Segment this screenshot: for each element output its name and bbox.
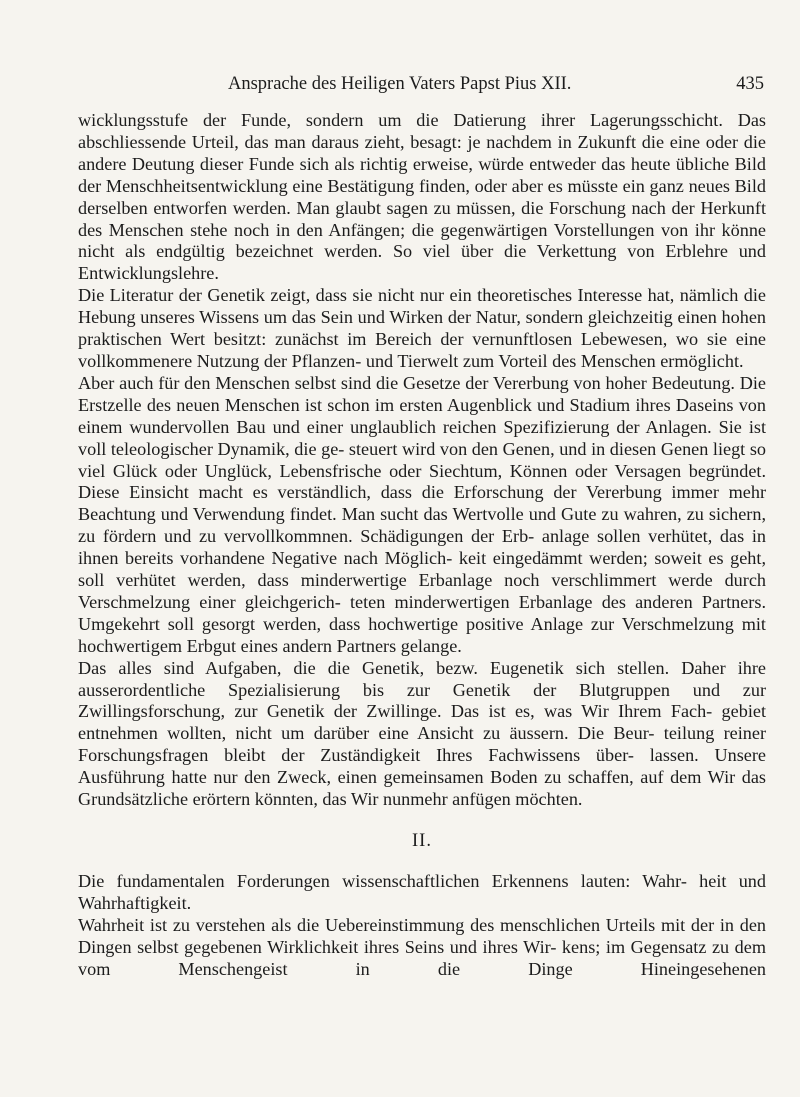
paragraph-4: Das alles sind Aufgaben, die die Genetik, bezw. Eugenetik sich stellen. Daher ihre ausserordentliche Spezialisierung bis zur Genetik der Blutgruppen und zur Zwillingsforschung, zur Genetik der Zwillinge. Das ist es, was Wir Ihrem Fach- gebiet entnehmen wollten, nicht um darüber eine Ansicht zu äussern. Die Beur- teilung reiner Forschungsfragen bleibt der Zuständigkeit Ihres Fachwissens über- lassen. Unsere Ausführung hatte nur den Zweck, einen gemeinsamen Boden zu schaffen, auf dem Wir das Grundsätzliche erörtern könnten, das Wir nunmehr anfügen möchten. — [78, 657, 766, 810]
page-number: 435 — [736, 74, 764, 94]
paragraph-3: Aber auch für den Menschen selbst sind die Gesetze der Vererbung von hoher Bedeutung. Die Erstzelle des neuen Menschen ist schon im ersten Augenblick und Stadium ihres Daseins von einem wundervollen Bau und einer unglaublich reichen Spezifizierung der Anlagen. Sie ist voll teleologischer Dynamik, die ge- steuert wird von den Genen, und in diesen Genen liegt so viel Glück oder Unglück, Lebensfrische oder Siechtum, Können oder Versagen begründet. Diese Einsicht macht es verständlich, dass die Erforschung der Vererbung immer mehr Beachtung und Verwendung findet. Man sucht das Wertvolle und Gute zu wahren, zu sichern, zu fördern und zu vervollkommnen. Schädigungen der Erb- anlage sollen verhütet, das in ihnen bereits vorhandene Negative nach Möglich- keit eingedämmt werden; soweit es geht, soll verhütet werden, dass minderwertige Erbanlage noch verschlimmert werde durch Verschmelzung einer gleichgerich- teten minderwertigen Erbanlage des anderen Partners. Umgekehrt soll gesorgt werden, dass hochwertige positive Anlage zur Verschmelzung mit hochwertigem Erbgut eines andern Partners gelange. — [78, 372, 766, 656]
section-heading: II. — [412, 831, 432, 851]
book-page — [78, 70, 766, 980]
paragraph-5: Die fundamentalen Forderungen wissenschaftlichen Erkennens lauten: Wahr- heit und Wahrhaftigkeit. — [78, 870, 766, 913]
body-text — [78, 110, 766, 980]
paragraph-1: wicklungsstufe der Funde, sondern um die Datierung ihrer Lagerungsschicht. Das abschliessende Urteil, das man daraus zieht, besagt: je nachdem in Zukunft die eine oder die andere Deutung dieser Funde sich als richtig erweise, würde entweder das heute übliche Bild der Menschheitsentwicklung eine Bestätigung finden, oder aber es müsste ein ganz neues Bild derselben entworfen werden. Man glaubt sagen zu müssen, die Forschung nach der Herkunft des Menschen stehe noch in den Anfängen; die gegenwärtigen Vorstellungen von ihr könne nicht als endgültig bezeichnet werden. So viel über die Verkettung von Erblehre und Entwicklungslehre. — [78, 110, 766, 284]
running-head — [78, 70, 766, 100]
paragraph-6: Wahrheit ist zu verstehen als die Uebereinstimmung des menschlichen Urteils mit der in den Dingen selbst gegebenen Wirklichkeit ihres Seins und ihres Wir- kens; im Gegensatz zu dem vom Menschengeist in die Dinge Hineingesehenen — [78, 914, 766, 979]
paragraph-2: Die Literatur der Genetik zeigt, dass sie nicht nur ein theoretisches Interesse hat, nämlich die Hebung unseres Wissens um das Sein und Wirken der Natur, sondern gleichzeitig einen hohen praktischen Wert besitzt: zunächst im Bereich der vernunftlosen Lebewesen, wo sie eine vollkommenere Nutzung der Pflanzen- und Tierwelt zum Vorteil des Menschen ermöglicht. — [78, 285, 766, 371]
running-title: Ansprache des Heiligen Vaters Papst Pius XII. — [228, 74, 572, 94]
